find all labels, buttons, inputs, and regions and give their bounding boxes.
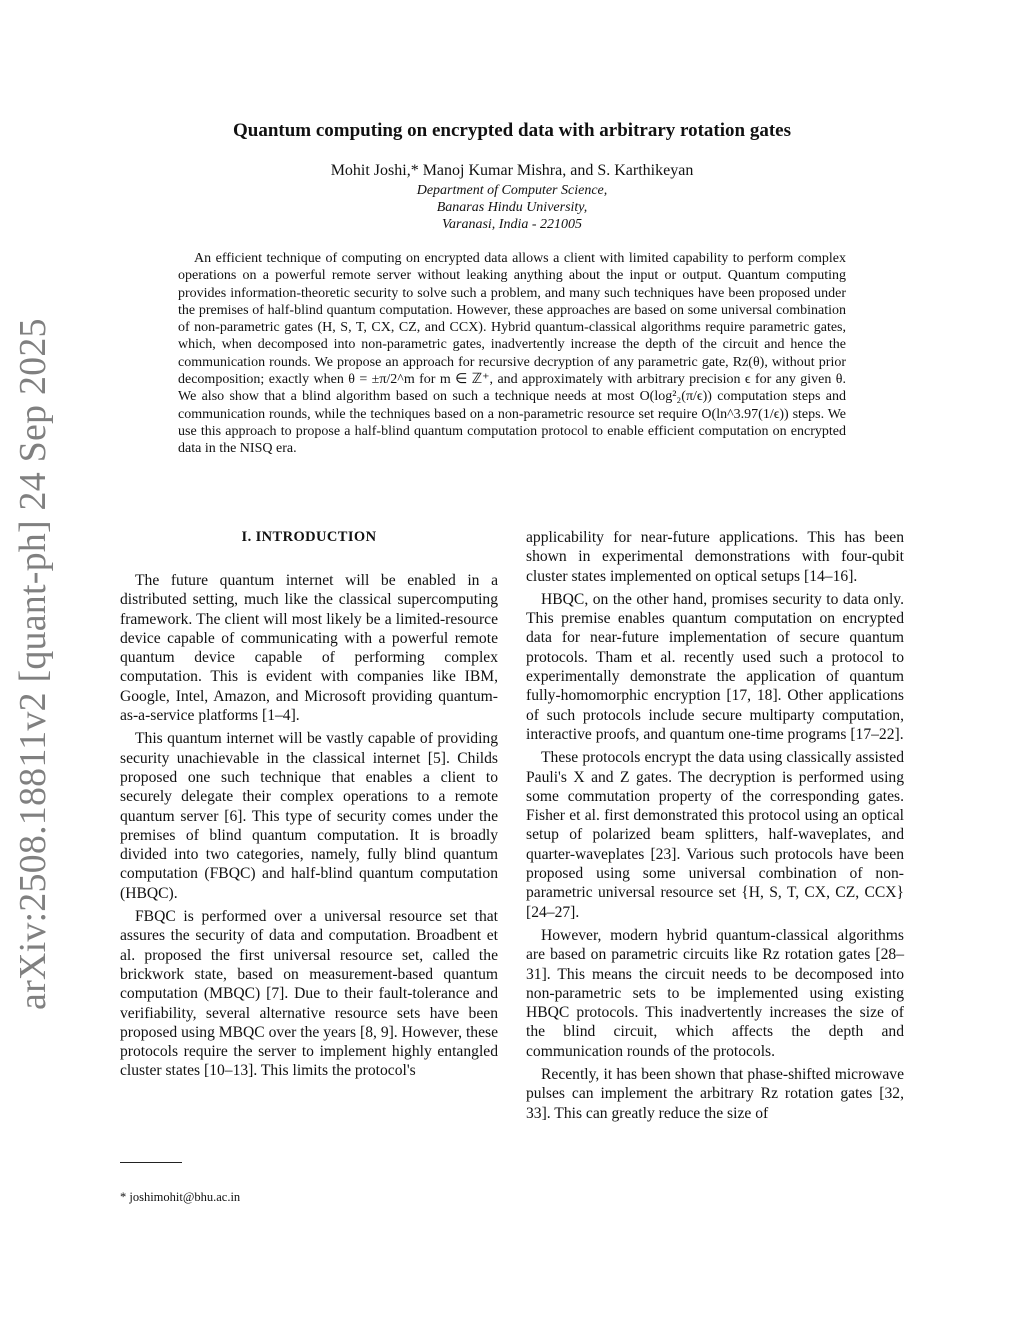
affiliation-university: Banaras Hindu University, [436,200,588,215]
paragraph: FBQC is performed over a universal resource set that assures the security of data and computation. Broadbent et al. proposed the first universal resource set, called the brickwork state, based on measurement-based quantum computation (MBQC) [7]. Due to their fault-tolerance and verifiability, several alternative resource sets have been proposed using MBQC over the years [8, 9]. However, these protocols require the server to implement highly entangled cluster states [10–13]. This limits the protocol's [120,908,498,1080]
paragraph: applicability for near-future applications. This has been shown in experimental demonstrations with four-qubit cluster states implemented on optical setups [14–16]. [526,529,904,585]
footnote-email: * joshimohit@bhu.ac.in [120,1190,241,1204]
paragraph: Recently, it has been shown that phase-shifted microwave pulses can implement the arbitrary Rz rotation gates [32, 33]. This can greatly reduce the size of [526,1066,904,1122]
right-column [526,528,904,1127]
left-column [120,528,498,1085]
section-heading: I. INTRODUCTION [241,529,377,545]
author-list: Mohit Joshi,* Manoj Kumar Mishra, and S. Karthikeyan [330,162,694,179]
paragraph: However, modern hybrid quantum-classical algorithms are based on parametric circuits like Rz rotation gates [28–31]. This means the circuit needs to be decomposed into non-parametric sets to be implemented using existing HBQC protocols. This inadvertently increases the size of the blind circuit, which affects the depth and communication rounds of the protocols. [526,926,904,1060]
arxiv-identifier: arXiv:2508.18811v2 [quant-ph] 24 Sep 2025 [12,318,54,1010]
paragraph: These protocols encrypt the data using classically assisted Pauli's X and Z gates. The decryption is performed using some commutation property of the corresponding gates. Fisher et al. first demonstrated this protocol using an optical setup of polarized beam splitters, half-waveplates, and quarter-waveplates [23]. Various such protocols have been proposed using some universal combination of non-parametric universal resource set {H, S, T, CX, CZ, CCX} [24–27]. [526,749,904,921]
paragraph: This quantum internet will be vastly capable of providing security unachievable in the classical internet [5]. Childs proposed one such technique that enables a client to securely delegate their complex operations to a remote quantum server [6]. This type of security comes under the premises of blind quantum computation. It is broadly divided into two categories, namely, fully blind quantum computation (FBQC) and half-blind quantum computation (HBQC). [120,730,498,902]
affiliation-location: Varanasi, India - 221005 [442,217,582,232]
paragraph: The future quantum internet will be enabled in a distributed setting, much like the classical supercomputing framework. The client will most likely be a limited-resource device capable of communicating with a powerful remote quantum device capable of performing complex computation. This is evident with companies like IBM, Google, Intel, Amazon, and Microsoft providing quantum-as-a-service platforms [1–4]. [120,572,498,725]
affiliation-department: Department of Computer Science, [416,183,608,198]
paper-title: Quantum computing on encrypted data with arbitrary rotation gates [232,120,792,141]
abstract [178,250,846,458]
affiliation [0,182,1024,233]
paragraph: HBQC, on the other hand, promises security to data only. This premise enables quantum computation on encrypted data for near-future implementation of secure quantum protocols. Tham et al. recently used such a protocol to experimentally demonstrate the application of quantum fully-homomorphic encryption [17, 18]. Other applications of such protocols include secure multiparty computation, interactive proofs, and quantum one-time programs [17–22]. [526,590,904,743]
abstract-text: An efficient technique of computing on encrypted data allows a client with limited capability to perform complex operations on a powerful remote server without leaking anything about the input or output. Quantum computing provides information-theoretic security to solve such a problem, and many such techniques have been proposed under the premises of half-blind quantum computation. However, these approaches are based on some universal combination of non-parametric gates (H, S, T, CX, CZ, and CCX). Hybrid quantum-classical algorithms require parametric gates, which, when decomposed into non-parametric gates, inadvertently increase the depth of the circuit and hence the communication rounds. We propose an approach for recursive decryption of any parametric gate, Rz(θ), without prior decomposition; exactly when θ = ±π/2^m for m ∈ ℤ⁺, and approximately with arbitrary precision ϵ for any given θ. We also show that a blind algorithm based on such a technique needs at most O(log²₂(π/ϵ)) computation steps and communication rounds, while the techniques based on a non-parametric resource set require O(ln^3.97(1/ϵ)) steps. We use this approach to propose a half-blind quantum computation protocol to enable efficient computation on encrypted data in the NISQ era. [178,251,846,457]
footnote-divider [120,1162,182,1163]
